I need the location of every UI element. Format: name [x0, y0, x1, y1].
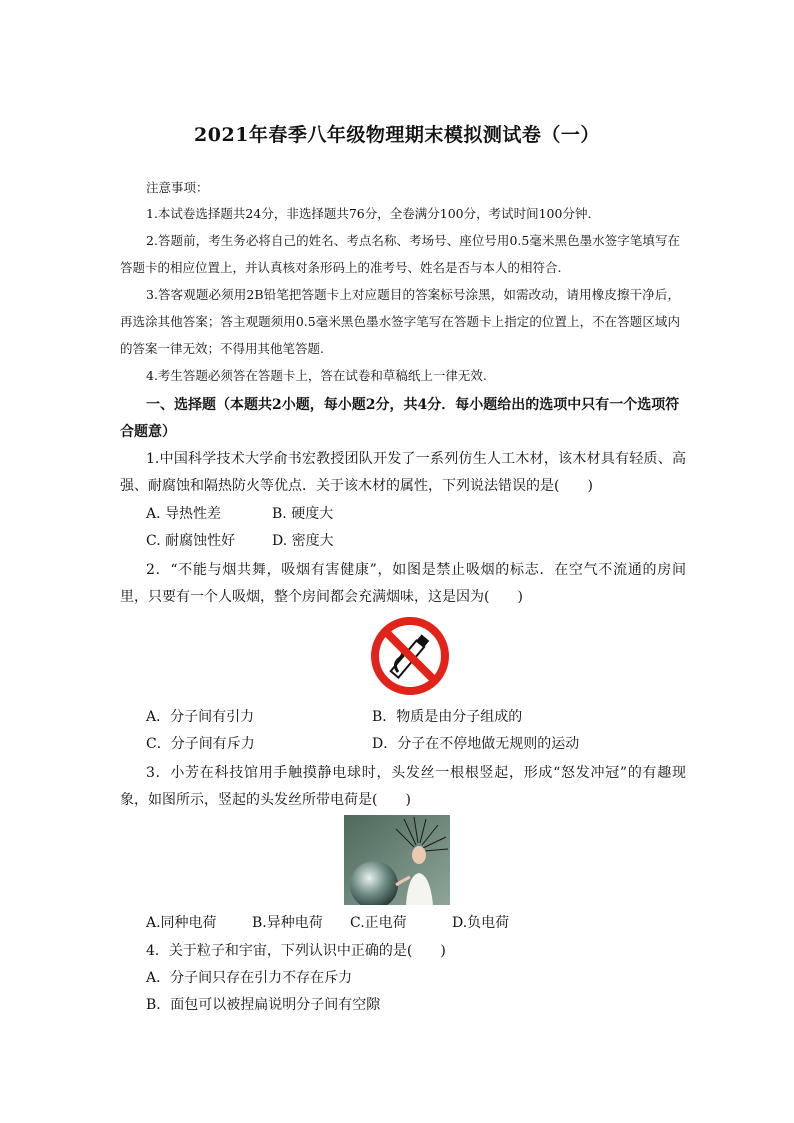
q1-option-c: C. 耐腐蚀性好: [146, 533, 236, 549]
no-smoking-sign-icon: [368, 614, 452, 698]
page-title: 2021年春季八年级物理期末模拟测试卷（一）: [194, 124, 600, 146]
note-1: 1.本试卷选择题共24分，非选择题共76分，全卷满分100分，考试时间100分钟.: [146, 206, 592, 221]
question-2-stem: 2．“不能与烟共舞，吸烟有害健康”，如图是禁止吸烟的标志．在空气不流通的房间里，只要有一个人吸烟，整个房间都会充满烟味，这是因为( ): [120, 562, 686, 605]
q4-option-a: A．分子间只存在引力不存在斥力: [146, 970, 353, 986]
q2-option-c: C．分子间有斥力: [146, 736, 255, 752]
q3-option-d: D.负电荷: [452, 915, 510, 931]
q3-option-a: A.同种电荷: [146, 915, 217, 931]
q1-option-d: D. 密度大: [272, 533, 334, 549]
notes-heading: 注意事项：: [146, 180, 209, 195]
q1-option-b: B. 硬度大: [272, 506, 334, 522]
q4-option-b: B．面包可以被捏扁说明分子间有空隙: [146, 997, 381, 1013]
question-4-stem: 4．关于粒子和宇宙，下列认识中正确的是( ): [146, 943, 446, 959]
question-1-stem: 1.中国科学技术大学俞书宏教授团队开发了一系列仿生人工木材，该木材具有轻质、高强、耐腐蚀和隔热防火等优点．关于该木材的属性，下列说法错误的是( ): [120, 451, 686, 494]
q2-option-b: B．物质是由分子组成的: [372, 709, 523, 725]
section-heading-choice: 一、选择题（本题共2小题，每小题2分，共4分．每小题给出的选项中只有一个选项符合题意）: [120, 397, 680, 440]
q1-option-a: A. 导热性差: [146, 506, 222, 522]
q2-option-a: A．分子间有引力: [146, 709, 255, 725]
q2-option-d: D．分子在不停地做无规则的运动: [372, 736, 580, 752]
question-3-stem: 3．小芳在科技馆用手触摸静电球时，头发丝一根根竖起，形成“怒发冲冠”的有趣现象，如图所示，竖起的头发丝所带电荷是( ): [120, 765, 686, 808]
q3-option-c: C.正电荷: [350, 915, 407, 931]
note-3: 3.答客观题必须用2B铅笔把答题卡上对应题目的答案标号涂黑，如需改动，请用橡皮擦干净后，再选涂其他答案；答主观题须用0.5毫米黑色墨水签字笔写在答题卡上指定的位置上，不在答题区域内的答案一律无效；不得用其他笔答题.: [120, 287, 680, 356]
note-2: 2.答题前，考生务必将自己的姓名、考点名称、考场号、座位号用0.5毫米黑色墨水签字笔填写在答题卡的相应位置上，并认真核对条形码上的准考号、姓名是否与本人的相符合.: [120, 233, 680, 275]
note-4: 4.考生答题必须答在答题卡上，答在试卷和草稿纸上一律无效.: [146, 368, 487, 383]
static-electricity-photo: [344, 815, 450, 905]
q3-option-b: B.异种电荷: [252, 915, 323, 931]
